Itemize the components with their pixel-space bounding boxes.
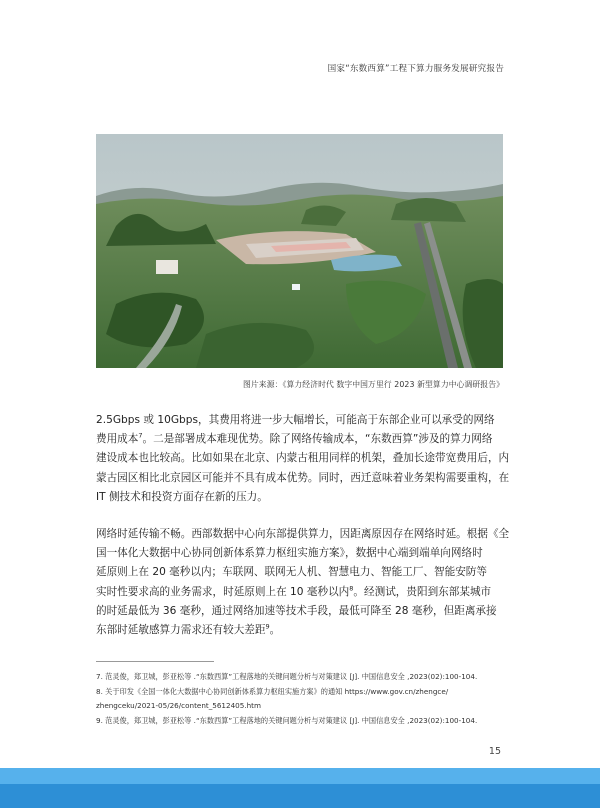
paragraph-line: 的时延最低为 36 毫秒，通过网络加速等技术手段，最低可降至 28 毫秒，但距离承接 xyxy=(96,604,497,617)
footnote-divider xyxy=(96,661,214,662)
paragraph-line xyxy=(96,430,510,449)
paragraph-text: 。 xyxy=(269,624,281,637)
paragraph-line: IT 侧技术和投资方面存在新的压力。 xyxy=(96,490,268,503)
paragraph-line: 建设成本也比较高。比如如果在北京、内蒙古租用同样的机架，叠加长途带宽费用后，内 xyxy=(96,452,510,465)
footer-bar xyxy=(0,768,600,808)
footer-bar-highlight xyxy=(0,768,600,784)
paragraph-line xyxy=(96,621,510,640)
footnote-8: 8. 关于印发《全国一体化大数据中心协同创新体系算力枢纽实施方案》的通知 https://www.gov.cn/zhengce/ xyxy=(96,686,449,696)
body-paragraph-1 xyxy=(96,411,510,507)
paragraph-line: 延原则上在 20 毫秒以内；车联网、联网无人机、智慧电力、智能工厂、智能安防等 xyxy=(96,566,487,579)
paragraph-text: 。二是部署成本难现优势。除了网络传输成本，“东数西算”涉及的算力网络 xyxy=(142,433,493,446)
footnotes xyxy=(96,670,510,728)
page-number: 15 xyxy=(488,746,501,757)
body-paragraph-2 xyxy=(96,525,510,640)
paragraph-text: 费用成本 xyxy=(96,433,139,446)
footnote-7: 7. 范灵俊，郑卫城，彭亚松等 .“东数西算”工程落地的关键问题分析与对策建议 [J]. 中国信息安全 ,2023(02):100-104. xyxy=(96,672,478,681)
footnote-ref: 8 xyxy=(349,584,354,593)
paragraph-line: 蒙古园区相比北京园区可能并不具有成本优势。同时，西迁意味着业务架构需要重构，在 xyxy=(96,471,510,484)
photo-caption: 图片来源：《算力经济时代 数字中国万里行 2023 新型算力中心调研报告》 xyxy=(243,380,504,389)
paragraph-line: 2.5Gbps 或 10Gbps，其费用将进一步大幅增长，可能高于东部企业可以承受的网络 xyxy=(96,414,495,426)
footnote-ref: 7 xyxy=(138,431,143,440)
paragraph-line: 国一体化大数据中心协同创新体系算力枢纽实施方案》，数据中心端到端单向网络时 xyxy=(96,547,483,560)
footnote-ref: 9 xyxy=(265,622,270,631)
footnote-8-url: zhengceku/2021-05/26/content_5612405.htm xyxy=(96,701,261,711)
paragraph-text: 东部时延敏感算力需求还有较大差距 xyxy=(96,624,266,637)
aerial-photo xyxy=(96,134,503,368)
paragraph-text: 。经测试，贵阳到东部某城市 xyxy=(353,585,492,598)
paragraph-text: 实时性要求高的业务需求，时延原则上在 10 毫秒以内 xyxy=(96,585,350,598)
footnote-9: 9. 范灵俊，郑卫城，彭亚松等 .“东数西算”工程落地的关键问题分析与对策建议 [J]. 中国信息安全 ,2023(02):100-104. xyxy=(96,715,478,725)
paragraph-line: 网络时延传输不畅。西部数据中心向东部提供算力，因距离原因存在网络时延。根据《全 xyxy=(96,528,510,540)
report-header-title: 国家“东数西算”工程下算力服务发展研究报告 xyxy=(327,64,504,74)
paragraph-line xyxy=(96,583,510,602)
